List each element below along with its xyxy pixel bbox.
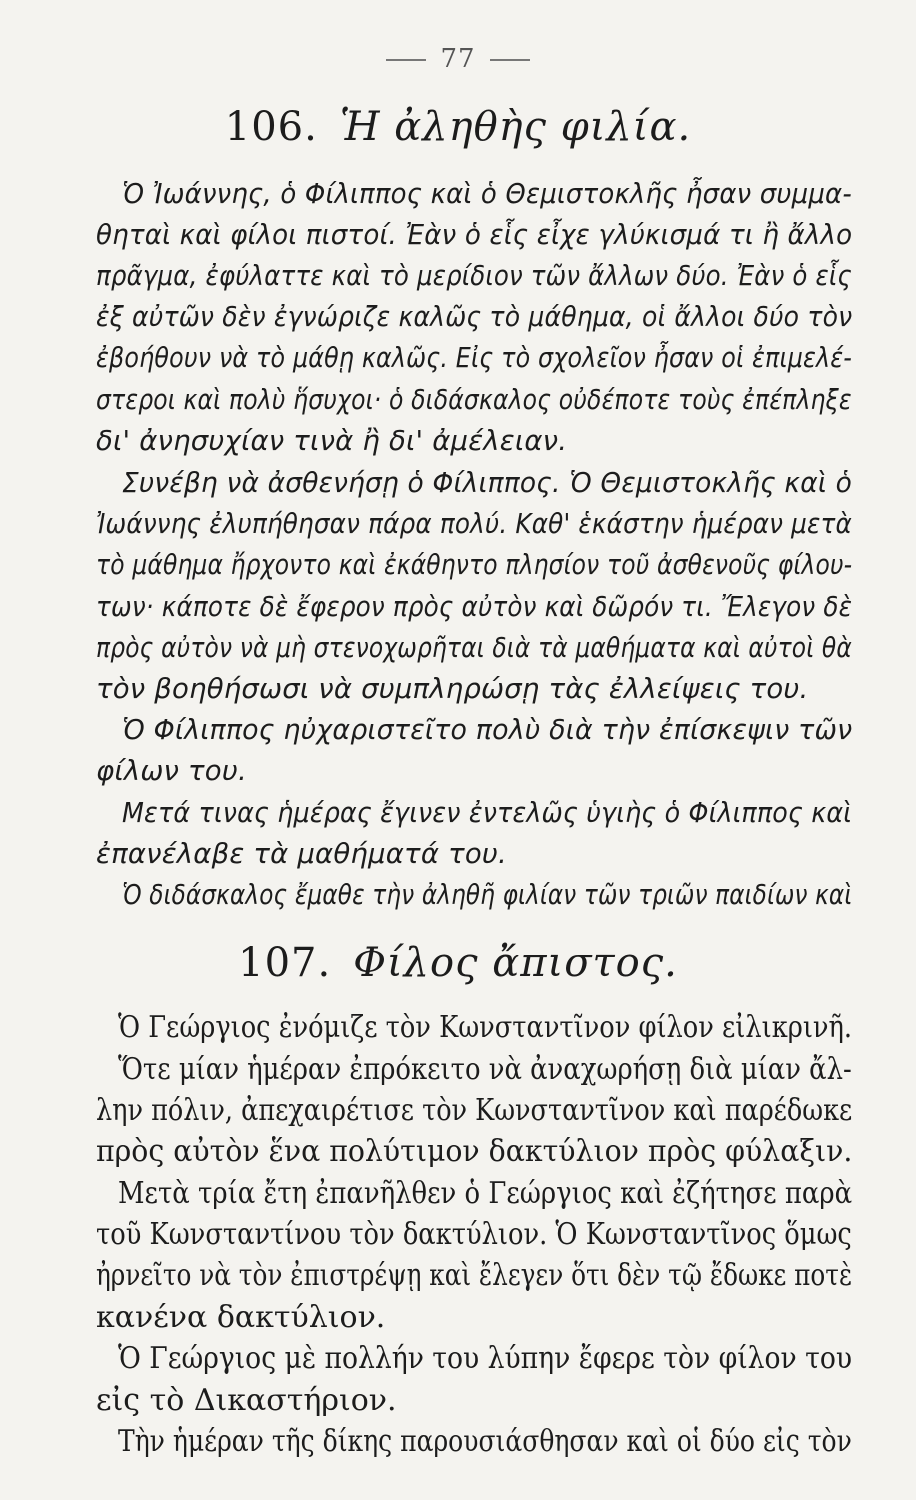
text-line: των· κάποτε δὲ ἔφερον πρὸς αὐτὸν καὶ δῶρόν τι. Ἔλεγον δὲ	[96, 591, 853, 623]
text-line: Ὁ Γεώργιος ἐνόμιζε τὸν Κωνσταντῖνον φίλον εἰλικρινῆ.	[118, 1010, 853, 1045]
section-number: 106.	[224, 104, 318, 150]
text-line: στεροι καὶ πολὺ ἥσυχοι· ὁ διδάσκαλος οὐδέποτε τοὺς ἐπέπληξε	[96, 384, 852, 416]
text-line: Ἰωάννης ἐλυπήθησαν πάρα πολύ. Καθ' ἑκάστην ἡμέραν μετὰ	[96, 508, 852, 540]
text-line: Συνέβη νὰ ἀσθενήσῃ ὁ Φίλιππος. Ὁ Θεμιστοκλῆς καὶ ὁ	[122, 467, 852, 499]
text-line: ἐπανέλαβε τὰ μαθήματά του.	[96, 838, 507, 870]
text-line: ἐβοήθουν νὰ τὸ μάθῃ καλῶς. Εἰς τὸ σχολεῖον ἦσαν οἱ ἐπιμελέ-	[96, 342, 853, 374]
text-line: Ὅτε μίαν ἡμέραν ἐπρόκειτο νὰ ἀναχωρήσῃ διὰ μίαν ἄλ-	[118, 1052, 852, 1087]
section-number: 107.	[238, 940, 332, 986]
text-line: Ὁ διδάσκαλος ἔμαθε τὴν ἀληθῆ φιλίαν τῶν τριῶν παιδίων καὶ	[122, 879, 853, 911]
text-line: ἐξ αὐτῶν δὲν ἐγνώριζε καλῶς τὸ μάθημα, οἱ ἄλλοι δύο τὸν	[96, 301, 853, 333]
text-line: τὸν βοηθήσωσι νὰ συμπληρώσῃ τὰς ἐλλείψεις του.	[96, 673, 809, 705]
text-line: φίλων του.	[96, 755, 247, 787]
text-line: κανένα δακτύλιον.	[96, 1300, 386, 1335]
dash-left	[386, 59, 426, 61]
section-title: Φίλος ἄπιστος.	[353, 940, 678, 986]
text-line: Ὁ Ἰωάννης, ὁ Φίλιππος καὶ ὁ Θεμιστοκλῆς ἦσαν συμμα-	[122, 178, 852, 210]
text-line: θηταὶ καὶ φίλοι πιστοί. Ἐὰν ὁ εἷς εἶχε γλύκισμά τι ἢ ἄλλο	[96, 219, 853, 251]
section-heading-106	[0, 104, 916, 150]
section-heading-107	[0, 940, 916, 986]
text-line: εἰς τὸ Δικαστήριον.	[96, 1383, 397, 1418]
text-line: Ὁ Φίλιππος ηὐχαριστεῖτο πολὺ διὰ τὴν ἐπίσκεψιν τῶν	[122, 714, 853, 746]
text-line: τὸ μάθημα ἤρχοντο καὶ ἐκάθηντο πλησίον τοῦ ἀσθενοῦς φίλου-	[96, 549, 853, 581]
text-line: δι' ἀνησυχίαν τινὰ ἢ δι' ἀμέλειαν.	[96, 425, 568, 457]
text-line: πρὸς αὐτὸν νὰ μὴ στενοχωρῆται διὰ τὰ μαθήματα καὶ αὐτοὶ θὰ	[96, 632, 852, 664]
text-line: Μετά τινας ἡμέρας ἔγινεν ἐντελῶς ὑγιὴς ὁ Φίλιππος καὶ	[122, 797, 853, 829]
dash-right	[490, 59, 530, 61]
text-line: Μετὰ τρία ἔτη ἐπανῆλθεν ὁ Γεώργιος καὶ ἐζήτησε παρὰ	[118, 1176, 853, 1211]
text-line: Τὴν ἡμέραν τῆς δίκης παρουσιάσθησαν καὶ οἱ δύο εἰς τὸν	[118, 1424, 852, 1459]
text-line: Ὁ Γεώργιος μὲ πολλήν του λύπην ἔφερε τὸν φίλον του	[118, 1341, 853, 1376]
section-title: Ἡ ἀληθὴς φιλία.	[339, 104, 692, 150]
page-number-text: 77	[440, 44, 476, 74]
text-line: λην πόλιν, ἀπεχαιρέτισε τὸν Κωνσταντῖνον καὶ παρέδωκε	[96, 1093, 853, 1128]
text-line: τοῦ Κωνσταντίνου τὸν δακτύλιον. Ὁ Κωνσταντῖνος ὅμως	[96, 1217, 852, 1252]
text-line: πρᾶγμα, ἐφύλαττε καὶ τὸ μερίδιον τῶν ἄλλων δύο. Ἐὰν ὁ εἷς	[96, 260, 852, 292]
text-line: ἠρνεῖτο νὰ τὸν ἐπιστρέψῃ καὶ ἔλεγεν ὅτι δὲν τῷ ἔδωκε ποτὲ	[96, 1258, 853, 1293]
text-line: πρὸς αὐτὸν ἕνα πολύτιμον δακτύλιον πρὸς φύλαξιν.	[96, 1134, 853, 1169]
page-number	[0, 44, 916, 74]
